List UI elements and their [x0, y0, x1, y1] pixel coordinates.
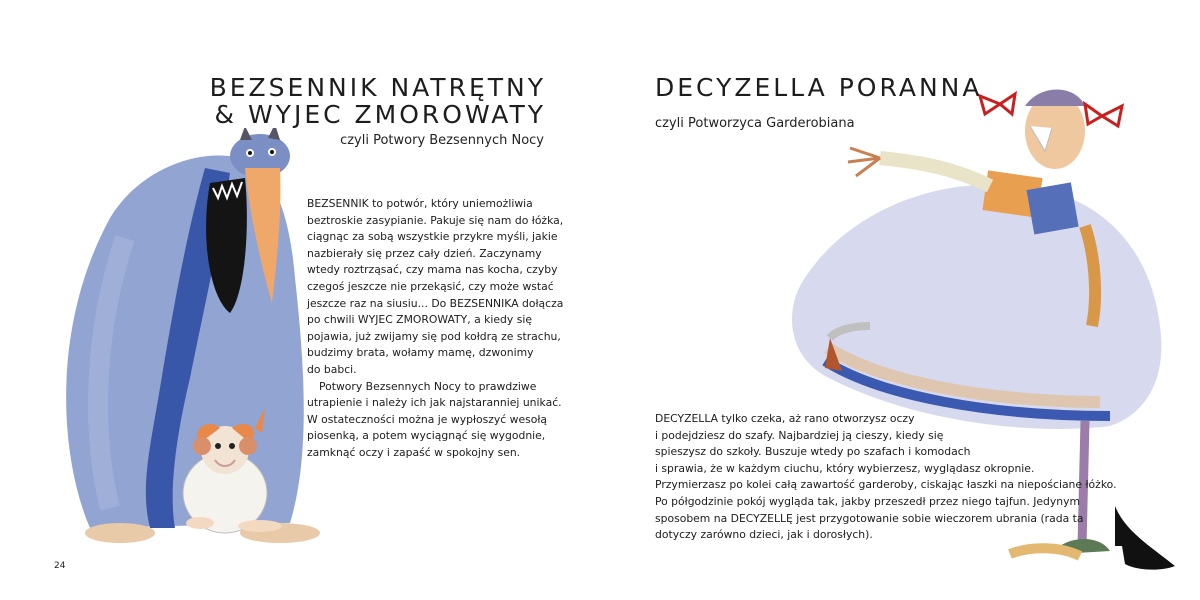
- right-page: [600, 0, 1200, 600]
- bezsennik-title-line2: & WYJEC ZMOROWATY: [214, 100, 546, 129]
- page-number: 24: [54, 561, 66, 571]
- bezsennik-title-line1: BEZSENNIK NATRĘTNY: [209, 73, 546, 102]
- bezsennik-title: [210, 74, 546, 128]
- bezsennik-subtitle: czyli Potwory Bezsennych Nocy: [340, 133, 544, 148]
- decyzella-arm: [880, 158, 990, 186]
- decyzella-title-text: DECYZELLA PORANNA: [655, 73, 983, 102]
- bezsennik-paragraph-1: BEZSENNIK to potwór, który uniemożliwia beztroskie zasypianie. Pakuje się nam do łóżka, ciągnąc za sobą wszystkie przykre myśli, jakie nazbierały się przez cały dzień. Zaczynamy wtedy roztrząsać, czy mama nas kocha, czyby czegoś jeszcze nie przekąsić, czy może wstać jeszcze raz na siusiu... Do BEZSENNIKA dołącza po chwili WYJEC ZMOROWATY, a kiedy się pojawia, już zwijamy się pod kołdrą ze strachu, budzimy brata, wołamy mamę, dzwonimy do babci.: [307, 197, 564, 376]
- decyzella-subtitle: czyli Potworzyca Garderobiana: [655, 116, 855, 131]
- bezsennik-illustration: [50, 128, 330, 548]
- decyzella-title: [655, 74, 982, 101]
- decyzella-body-text: [655, 411, 1135, 544]
- bezsennik-paragraph-2: Potwory Bezsennych Nocy to prawdziwe utrapienie i należy ich jak najstaranniej unikać. W ostateczności można je wypłoszyć wesołą piosenką, a potem wyciągnąć się wygodnie, zamknąć oczy i zapaść w spokojny sen.: [307, 379, 562, 459]
- decyzella-paragraph: DECYZELLA tylko czeka, aż rano otworzysz oczy i podejdziesz do szafy. Najbardziej ją cieszy, kiedy się spieszysz do szkoły. Buszuje wtedy po szafach i komodach i sprawia, że w każdym ciuchu, który wybierzesz, wyglądasz okropnie. Przymierzasz po kolei całą zawartość garderoby, ciskając łaszki na niepościane łóżko. Po półgodzinie pokój wygląda tak, jakby przeszedł przez niego tajfun. Jedynym sposobem na DECYZELLĘ jest przygotowanie sobie wieczorem ubrania (rada ta dotyczy zarówno dzieci, jak i dorosłych).: [655, 412, 1117, 542]
- bezsennik-body-text: [307, 196, 567, 462]
